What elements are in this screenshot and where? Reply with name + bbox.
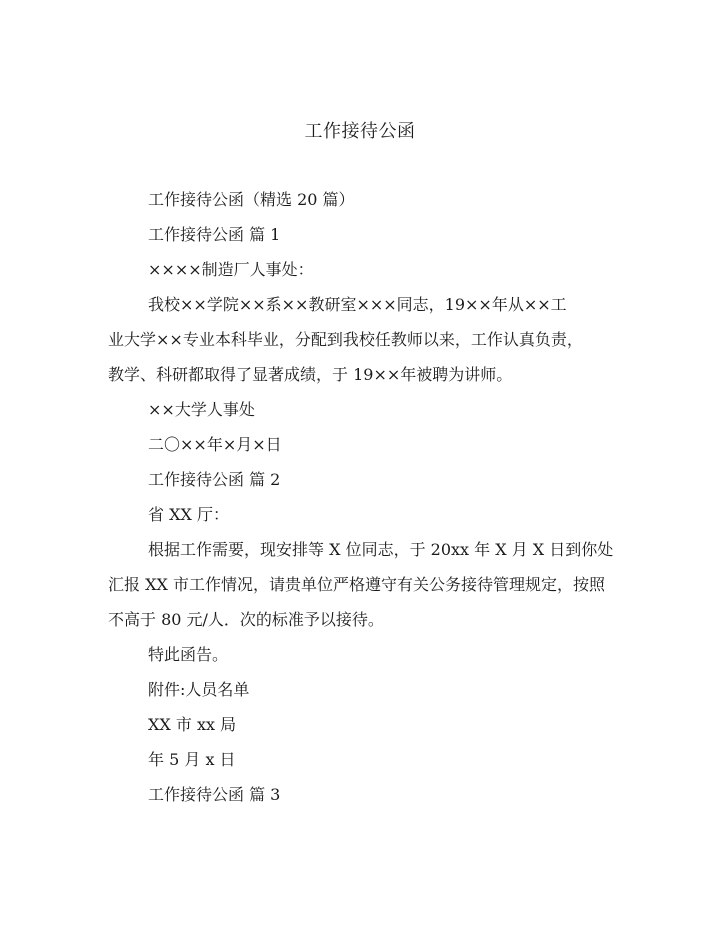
letter-1-date: 二〇××年×月×日 [148, 435, 282, 454]
section-heading-3: 工作接待公函 篇 3 [148, 785, 281, 804]
letter-2-sender: XX 市 xx 局 [148, 715, 237, 734]
letter-1-sender: ××大学人事处 [148, 400, 255, 419]
letter-2-attachment: 附件:人员名单 [148, 680, 250, 699]
letter-1-body-line: 教学、科研都取得了显著成绩，于 19××年被聘为讲师。 [108, 365, 513, 384]
section-heading-1: 工作接待公函 篇 1 [148, 225, 281, 244]
letter-2-closing: 特此函告。 [148, 645, 229, 664]
document-title: 工作接待公函 [304, 121, 416, 142]
letter-2-body-line: 不高于 80 元/人．次的标准予以接待。 [108, 610, 384, 629]
letter-2-body-line: 汇报 XX 市工作情况，请贵单位严格遵守有关公务接待管理规定，按照 [108, 575, 605, 594]
selection-heading: 工作接待公函（精选 20 篇） [148, 190, 355, 209]
letter-1-body-line: 业大学××专业本科毕业，分配到我校任教师以来，工作认真负责， [108, 330, 583, 349]
letter-2-date: 年 5 月 x 日 [148, 750, 236, 769]
letter-2-body-line: 根据工作需要，现安排等 X 位同志，于 20xx 年 X 月 X 日到你处 [148, 540, 614, 559]
section-heading-2: 工作接待公函 篇 2 [148, 470, 281, 489]
letter-1-body-line: 我校××学院××系××教研室×××同志，19××年从××工 [148, 295, 567, 314]
letter-2-recipient: 省 XX 厅： [148, 505, 229, 524]
letter-1-recipient: ××××制造厂人事处： [148, 260, 314, 279]
